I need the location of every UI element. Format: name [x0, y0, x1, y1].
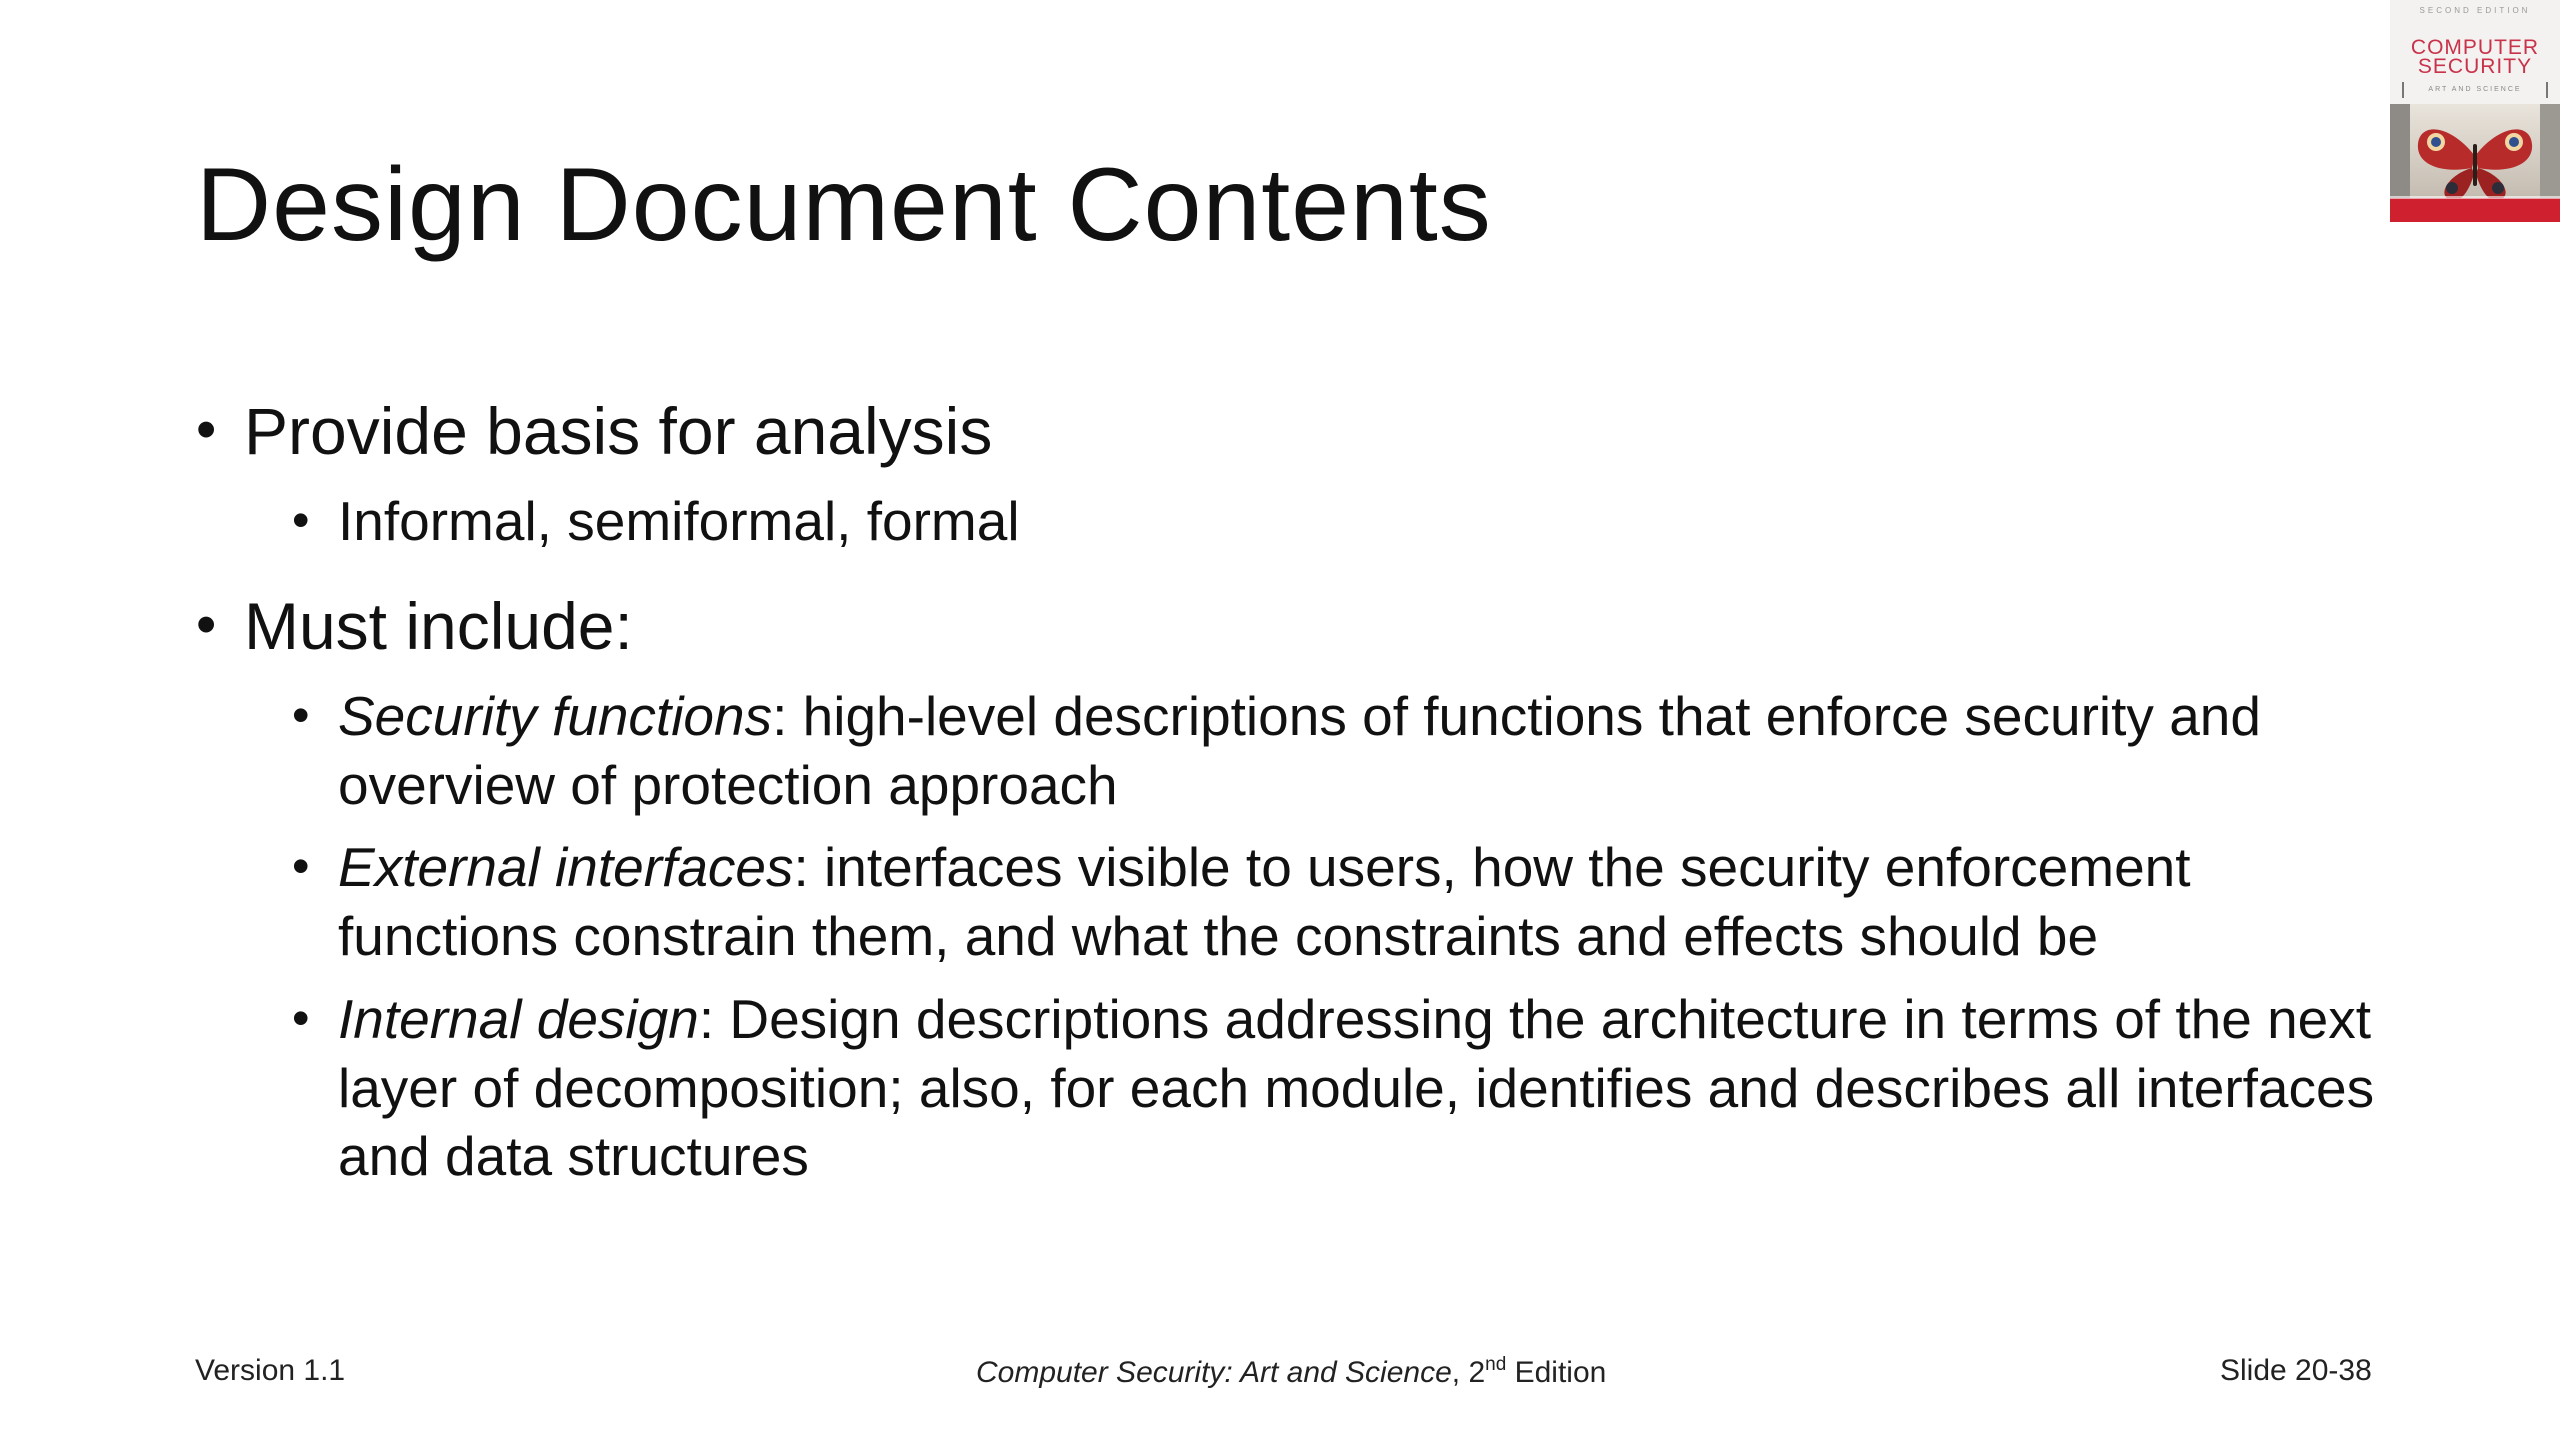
edition-word: Edition: [1506, 1356, 1607, 1389]
subbullet-text: : high-level descriptions of functions that enforce security and overview of protection approach: [338, 684, 2261, 816]
book-title: Computer Security: Art and Science: [976, 1356, 1452, 1389]
cover-title-line2: SECURITY: [2417, 55, 2533, 78]
butterfly-image-icon: [2390, 104, 2560, 222]
cover-title-line1: COMPUTER: [2410, 36, 2540, 59]
edition-superscript: nd: [1485, 1354, 1507, 1375]
bullet-provide-basis: [196, 390, 2396, 473]
bullet-marker: •: [292, 838, 310, 895]
subbullet-term: External interfaces: [338, 836, 794, 899]
edition-separator: , 2: [1451, 1356, 1486, 1389]
subbullet-external-interfaces: [292, 833, 2388, 971]
subbullet-security-functions: [292, 682, 2388, 820]
book-cover-thumbnail: [2390, 0, 2560, 222]
footer-version: Version 1.1: [195, 1354, 346, 1387]
bullet-marker: •: [196, 397, 217, 462]
bullet-marker: •: [196, 592, 217, 658]
subbullet-internal-design: [292, 985, 2388, 1191]
cover-subtitle: ART AND SCIENCE: [2402, 82, 2548, 98]
subbullet-term: Internal design: [338, 987, 699, 1050]
subbullet-term: Security functions: [338, 684, 773, 747]
cover-title: [2390, 38, 2560, 76]
cover-edition: SECOND EDITION: [2419, 6, 2531, 15]
footer-book-title: [976, 1354, 1606, 1390]
bullet-marker: •: [292, 686, 310, 743]
subbullet-informal: [292, 487, 2388, 556]
bullet-text: Must include:: [244, 589, 633, 664]
footer-slide-number: Slide 20-38: [2220, 1354, 2372, 1387]
subbullet-text: Informal, semiformal, formal: [338, 489, 1020, 552]
subbullet-text: : Design descriptions addressing the architecture in terms of the next layer of decomposition; also, for each module, identifies and describes all interfaces and data structures: [338, 987, 2375, 1188]
subbullet-text: : interfaces visible to users, how the security enforcement functions constrain them, and what the constraints and effects should be: [338, 836, 2191, 967]
bullet-must-include: [196, 585, 2396, 668]
slide-body: [196, 390, 2396, 1205]
bullet-marker: •: [292, 491, 310, 548]
slide-title: Design Document Contents: [196, 147, 1492, 263]
bullet-marker: •: [292, 989, 310, 1046]
bullet-text: Provide basis for analysis: [244, 394, 993, 468]
